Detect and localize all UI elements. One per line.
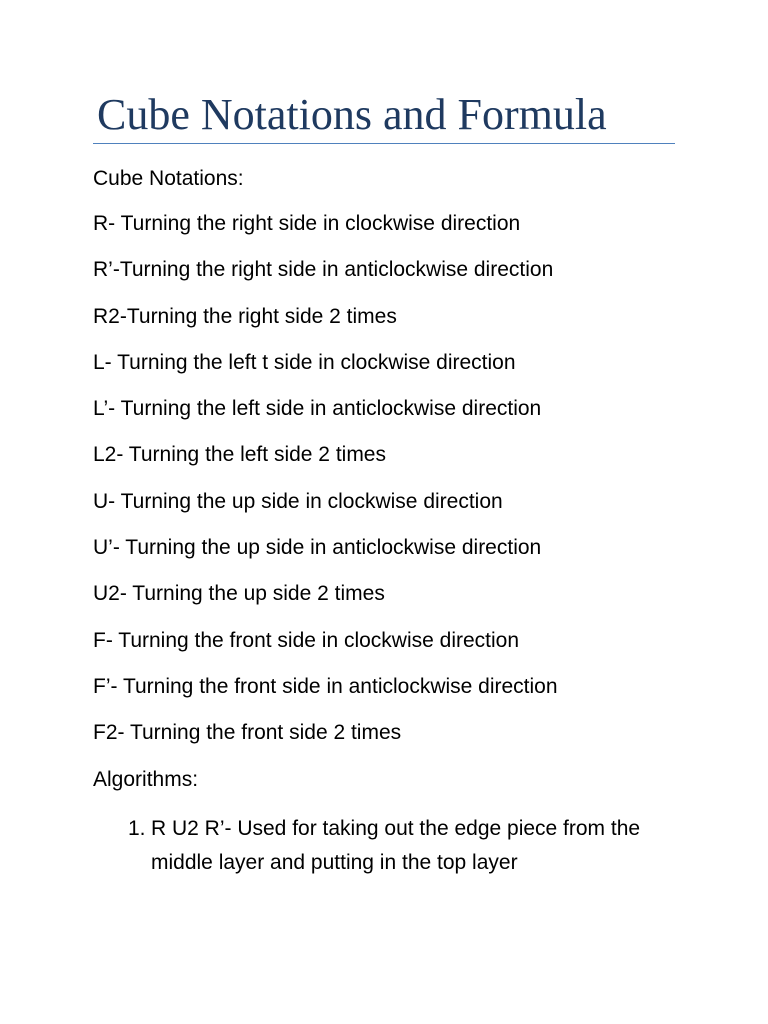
list-item-text: R U2 R’- Used for taking out the edge piece from the middle layer and putting in the top layer	[151, 817, 641, 874]
notation-line-r: R- Turning the right side in clockwise direction	[93, 212, 521, 235]
page-title: Cube Notations and Formula	[97, 90, 607, 139]
notation-line-l2: L2- Turning the left side 2 times	[93, 443, 386, 466]
notation-line-u-prime: U’- Turning the up side in anticlockwise direction	[93, 536, 542, 559]
notation-line-u: U- Turning the up side in clockwise direction	[93, 490, 503, 513]
notation-line-l-prime: L’- Turning the left side in anticlockwise direction	[93, 397, 542, 420]
notation-line-f: F- Turning the front side in clockwise direction	[93, 629, 520, 652]
notation-line-f2: F2- Turning the front side 2 times	[93, 721, 402, 744]
title-underline	[93, 143, 675, 144]
notation-line-r2: R2-Turning the right side 2 times	[93, 305, 397, 328]
list-item	[128, 812, 688, 880]
algorithm-list	[128, 812, 688, 880]
section-heading-algorithms: Algorithms:	[93, 768, 199, 791]
section-heading-notations: Cube Notations:	[93, 167, 244, 190]
list-item-number: 1.	[128, 817, 146, 840]
notation-line-r-prime: R’-Turning the right side in anticlockwise direction	[93, 258, 554, 281]
notation-line-u2: U2- Turning the up side 2 times	[93, 582, 385, 605]
notation-line-f-prime: F’- Turning the front side in anticlockwise direction	[93, 675, 558, 698]
notation-line-l: L- Turning the left t side in clockwise direction	[93, 351, 516, 374]
